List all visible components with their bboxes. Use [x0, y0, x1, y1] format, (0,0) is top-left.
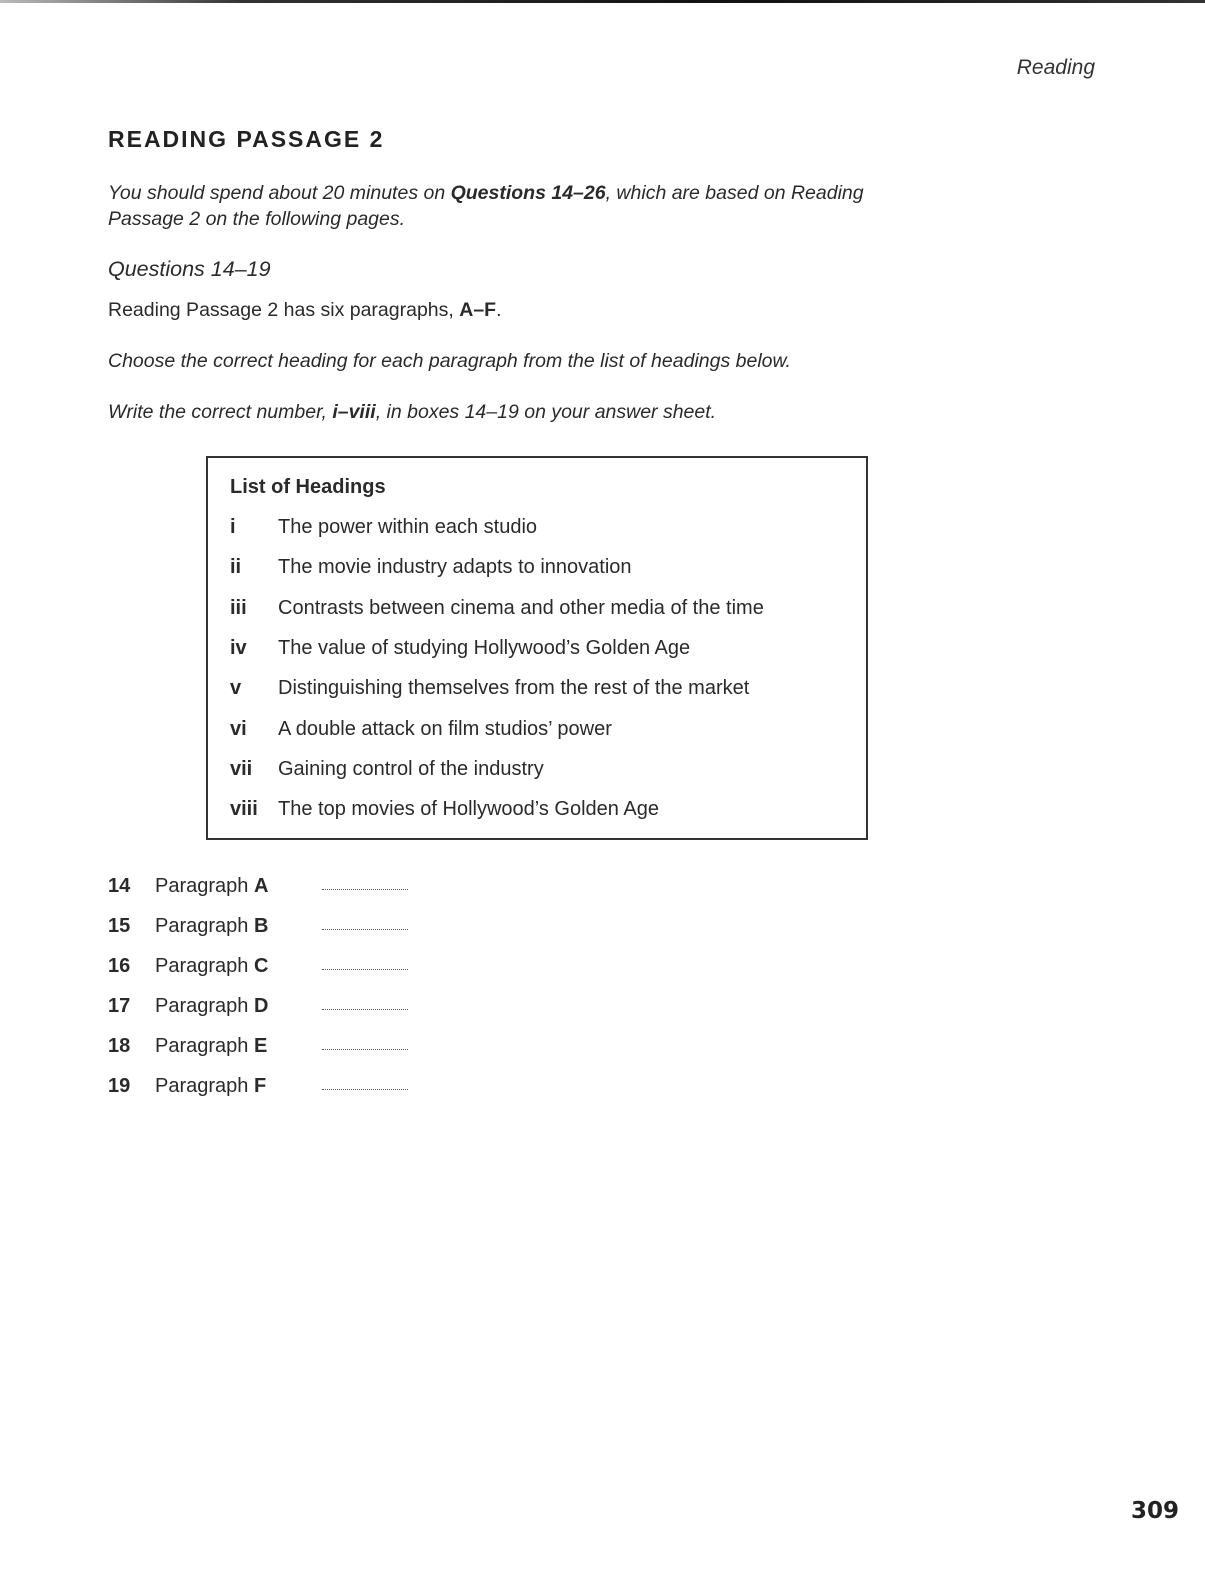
paragraph-letter: E — [253, 1035, 268, 1057]
paragraph-letter: C — [253, 955, 269, 977]
instruction-paragraphs — [108, 299, 502, 322]
question-number: 15 — [108, 915, 131, 937]
heading-numeral: i — [230, 516, 236, 538]
question-label — [155, 875, 268, 898]
instruction-write — [108, 401, 716, 424]
paragraph-letter: F — [253, 1075, 267, 1097]
page-title: READING PASSAGE 2 — [108, 126, 385, 152]
answer-blank[interactable] — [322, 969, 408, 970]
paragraph-word: Paragraph — [155, 1075, 254, 1097]
question-number: 17 — [108, 995, 131, 1017]
heading-numeral: iii — [230, 596, 247, 619]
p1-post: . — [496, 299, 502, 321]
running-header: Reading — [1016, 56, 1095, 79]
p3-bold: i–viii — [332, 401, 376, 423]
heading-text: A double attack on film studios’ power — [278, 717, 612, 740]
heading-text: The power within each studio — [278, 516, 538, 538]
paragraph-word: Paragraph — [155, 1035, 254, 1057]
question-label — [155, 1075, 266, 1098]
p3-pre: Write the correct number, — [108, 401, 333, 423]
paragraph-word: Paragraph — [155, 915, 254, 937]
headings-title: List of Headings — [230, 476, 386, 498]
answer-blank[interactable] — [322, 889, 408, 890]
questions-range: Questions 14–19 — [108, 257, 271, 281]
question-number: 18 — [108, 1035, 131, 1057]
intro-text — [108, 180, 908, 232]
paragraph-word: Paragraph — [155, 995, 254, 1017]
heading-text: The top movies of Hollywood’s Golden Age — [278, 798, 659, 821]
question-label — [155, 955, 268, 978]
heading-text: Contrasts between cinema and other media of the time — [278, 596, 764, 619]
headings-box — [206, 456, 868, 840]
page-number: 309 — [1130, 1498, 1179, 1524]
answer-blank[interactable] — [322, 929, 408, 930]
heading-numeral: iv — [230, 636, 247, 659]
question-label — [155, 1035, 267, 1058]
paragraph-letter: A — [253, 875, 269, 897]
question-number: 14 — [108, 875, 131, 897]
p1-pre: Reading Passage 2 has six paragraphs, — [108, 299, 460, 321]
heading-numeral: viii — [230, 798, 258, 821]
question-label — [155, 915, 268, 938]
heading-text: The value of studying Hollywood’s Golden Age — [278, 636, 691, 659]
question-number: 16 — [108, 955, 131, 977]
answer-blank[interactable] — [322, 1009, 408, 1010]
heading-text: Distinguishing themselves from the rest of the market — [278, 677, 750, 700]
intro-post: , which are based on Reading Passage 2 on the following pages. — [108, 182, 864, 230]
heading-numeral: vii — [230, 757, 253, 780]
heading-numeral: v — [230, 677, 242, 700]
page-edge — [0, 0, 1205, 3]
intro-pre: You should spend about 20 minutes on — [108, 182, 451, 204]
paragraph-letter: D — [253, 995, 269, 1017]
answer-blank[interactable] — [322, 1089, 408, 1090]
p1-bold: A–F — [459, 299, 497, 321]
question-number: 19 — [108, 1075, 131, 1097]
instruction-choose: Choose the correct heading for each paragraph from the list of headings below. — [108, 350, 791, 372]
answer-blank[interactable] — [322, 1049, 408, 1050]
intro-bold: Questions 14–26 — [450, 182, 606, 204]
heading-numeral: vi — [230, 717, 247, 740]
paragraph-letter: B — [253, 915, 269, 937]
heading-text: The movie industry adapts to innovation — [278, 556, 632, 579]
paragraph-word: Paragraph — [155, 875, 254, 897]
paragraph-word: Paragraph — [155, 955, 254, 977]
question-label — [155, 995, 268, 1018]
heading-text: Gaining control of the industry — [278, 757, 544, 780]
p3-post: , in boxes 14–19 on your answer sheet. — [375, 401, 717, 423]
heading-numeral: ii — [230, 556, 242, 579]
